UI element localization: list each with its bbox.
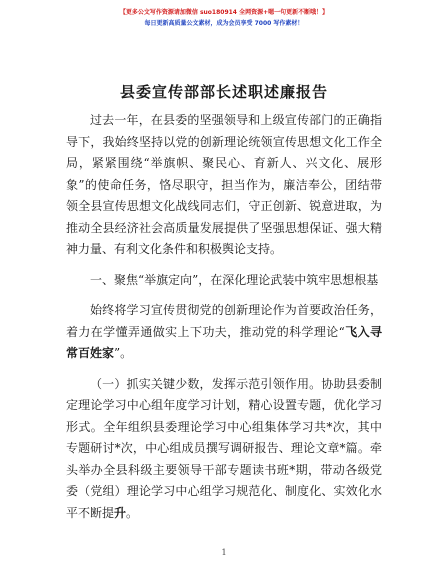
document-body (66, 110, 382, 524)
paragraph-text-end: ”。 (114, 346, 133, 360)
document-title: 县委宣传部部长述职述廉报告 (119, 83, 328, 101)
section-heading-1: 一、聚焦“举旗定向”，在深化理论武装中筑牢思想根基 (90, 272, 379, 287)
paragraph-text-end: 。 (126, 505, 139, 520)
page-number: 1 (221, 548, 227, 557)
emphasis-text: 升 (114, 505, 127, 520)
promo-line-2: 每日更新高质量公文素材，成为会员享受 7000 写作素材！ (144, 20, 304, 27)
promo-banner (0, 7, 448, 29)
paragraph-subsection-1 (66, 374, 382, 525)
paragraph-intro: 过去一年，在县委的坚强领导和上级宣传部门的正确指导下，我始终坚持以党的创新理论统领宣传思想文化工作全局，紧紧围绕“举旗帜、聚民心、育新人、兴文化、展形象”的使命任务，恪尽职守，担当作为，廉洁奉公，团结带领全县宣传思想文化战线同志们，守正创新、锐意进取，为推动全县经济社会高质量发展提供了坚强思想保证、强大精神力量、有利文化条件和积极舆论支持。 (66, 113, 382, 256)
paragraph-section-1 (66, 300, 382, 365)
promo-line-1: 【更多公文写作资源请加微信 suo180914 全网资源+嗯一句更新不断哦！】 (119, 9, 329, 16)
emphasis-text: 飞入寻常百姓家 (66, 324, 382, 360)
paragraph-text: （一）抓实关键少数，发挥示范引领作用。协助县委制定理论学习中心组年度学习计划，精心设置专题，优化学习形式。全年组织县委理论学习中心组集体学习共*次，其中专题研讨*次，中心组成员撰写调研报告、理论文章*篇。牵头举办全县科级主要领导干部专题读书班*期，带动各级党委（党组）理论学习中心组学习规范化、制度化、实效化水平不断提 (66, 376, 382, 520)
paragraph-text: 始终将学习宣传贯彻党的创新理论作为首要政治任务，着力在学懂弄通做实上下功夫，推动党的科学理论“ (66, 303, 382, 339)
